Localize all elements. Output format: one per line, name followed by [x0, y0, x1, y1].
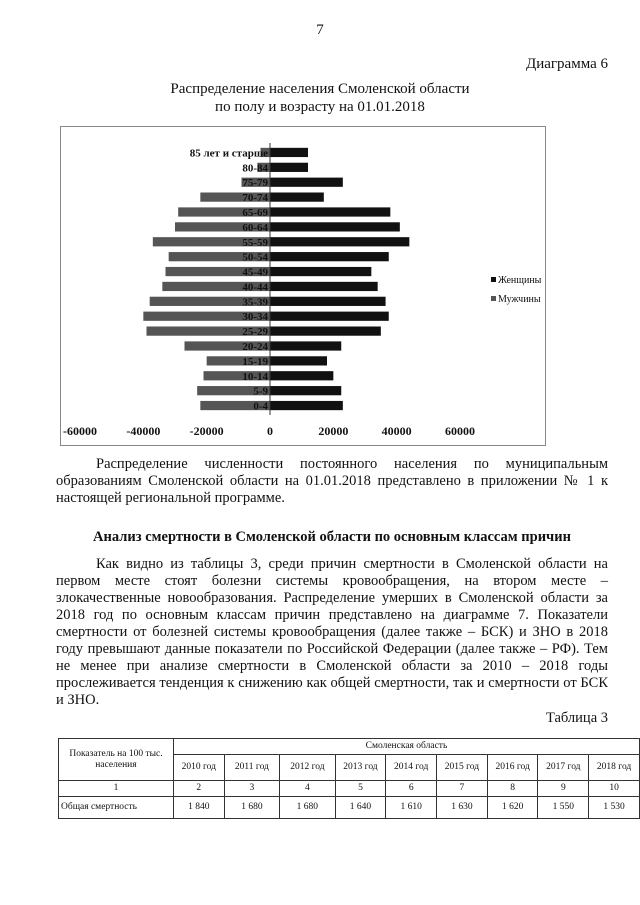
header-year-6: 2015 год — [437, 755, 488, 781]
paragraph-distribution: Распределение численности постоянного населения по муниципальным образованиям Смоленской области на 01.01.2018 представлено в приложении № 1 к настоящей региональной программе. — [56, 456, 608, 506]
row-label: Общая смертность — [59, 797, 174, 819]
legend-swatch-1 — [491, 277, 496, 282]
column-number-5: 5 — [335, 781, 386, 797]
cell-value-8: 1 550 — [538, 797, 589, 819]
category-label-3: 10-14 — [242, 370, 268, 383]
bar-women-17 — [270, 163, 308, 172]
legend-label-2: Мужчины — [498, 294, 541, 305]
bar-women-10 — [270, 267, 371, 276]
bar-women-7 — [270, 312, 389, 321]
bar-women-14 — [270, 207, 390, 216]
category-label-17: 80-84 — [242, 162, 268, 175]
category-label-18: 85 лет и старше — [189, 147, 268, 160]
cell-value-6: 1 630 — [437, 797, 488, 819]
header-year-7: 2016 год — [487, 755, 538, 781]
column-number-10: 10 — [589, 781, 640, 797]
x-tick-label-3: -20000 — [189, 424, 224, 438]
x-tick-label-1: -60000 — [63, 424, 97, 438]
column-number-6: 6 — [386, 781, 437, 797]
header-region: Смоленская область — [173, 739, 639, 755]
category-label-2: 5-9 — [253, 385, 268, 398]
bar-women-1 — [270, 401, 343, 410]
bar-women-9 — [270, 282, 378, 291]
paragraph-mortality: Как видно из таблицы 3, среди причин смертности в Смоленской области на первом месте стоят болезни системы кровообращения, на втором месте – злокачественные новообразования. Распределение умерших в Смоленской области за 2018 год по основным классам причин представлено на диаграмме 7. Показатели смертности от болезней системы кровообращения (далее также – БСК) и ЗНО в 2018 году превышают данные показатели по Российской Федерации (далее также – РФ). Тем не менее при анализе смертности в Смоленской области за 2010 – 2018 годы прослеживается тенденция к снижению как общей смертности, так и смертности от БСК и ЗНО. — [56, 556, 608, 708]
bar-women-4 — [270, 356, 327, 365]
bar-women-13 — [270, 222, 400, 231]
cell-value-3: 1 680 — [280, 797, 335, 819]
cell-value-2: 1 680 — [224, 797, 279, 819]
chart-title-line-2: по полу и возрасту на 01.01.2018 — [215, 99, 425, 115]
category-label-7: 30-34 — [242, 311, 268, 324]
header-year-5: 2014 год — [386, 755, 437, 781]
header-indicator: Показатель на 100 тыс. населения — [59, 739, 174, 781]
cell-value-4: 1 640 — [335, 797, 386, 819]
bar-women-15 — [270, 192, 324, 201]
population-pyramid-chart — [60, 126, 546, 446]
category-label-16: 75-79 — [242, 177, 268, 190]
chart-title — [0, 80, 640, 116]
cell-value-9: 1 530 — [589, 797, 640, 819]
category-label-4: 15-19 — [242, 355, 268, 368]
numbering-row — [59, 781, 640, 797]
column-number-1: 1 — [59, 781, 174, 797]
bar-women-2 — [270, 386, 341, 395]
diagram-label: Диаграмма 6 — [525, 56, 608, 72]
category-label-10: 45-49 — [242, 266, 268, 279]
bar-women-16 — [270, 178, 343, 187]
category-label-12: 55-59 — [242, 236, 268, 249]
category-label-9: 40-44 — [242, 281, 268, 294]
header-year-1: 2010 год — [173, 755, 224, 781]
bar-women-5 — [270, 341, 341, 350]
column-number-8: 8 — [487, 781, 538, 797]
bar-women-12 — [270, 237, 409, 246]
column-number-4: 4 — [280, 781, 335, 797]
category-label-15: 70-74 — [242, 192, 268, 205]
legend-label-1: Женщины — [498, 275, 542, 286]
cell-value-1: 1 840 — [173, 797, 224, 819]
category-label-1: 0-4 — [253, 400, 268, 413]
header-year-9: 2018 год — [589, 755, 640, 781]
section-heading: Анализ смертности в Смоленской области по основным классам причин — [93, 529, 571, 545]
x-tick-label-2: -40000 — [126, 424, 161, 438]
mortality-table — [58, 738, 640, 819]
bar-women-11 — [270, 252, 389, 261]
table-label: Таблица 3 — [545, 710, 608, 726]
table-row — [59, 797, 640, 819]
category-label-8: 35-39 — [242, 296, 268, 309]
column-number-2: 2 — [173, 781, 224, 797]
category-label-14: 65-69 — [242, 207, 268, 219]
legend-swatch-2 — [491, 296, 496, 301]
category-label-13: 60-64 — [242, 221, 268, 234]
column-number-3: 3 — [224, 781, 279, 797]
header-year-8: 2017 год — [538, 755, 589, 781]
header-year-2: 2011 год — [224, 755, 279, 781]
column-number-9: 9 — [538, 781, 589, 797]
category-label-5: 20-24 — [242, 341, 268, 353]
category-label-11: 50-54 — [242, 251, 268, 264]
x-tick-label-5: 20000 — [318, 424, 349, 438]
bar-women-18 — [270, 148, 308, 157]
page-number: 7 — [316, 22, 324, 38]
chart-title-line-1: Распределение населения Смоленской области — [170, 81, 470, 97]
category-label-6: 25-29 — [242, 326, 268, 339]
x-tick-label-4: 0 — [267, 424, 273, 438]
x-tick-label-6: 40000 — [381, 424, 412, 438]
header-year-3: 2012 год — [280, 755, 335, 781]
header-year-4: 2013 год — [335, 755, 386, 781]
cell-value-5: 1 610 — [386, 797, 437, 819]
column-number-7: 7 — [437, 781, 488, 797]
bar-women-8 — [270, 297, 386, 306]
bar-women-6 — [270, 326, 381, 335]
cell-value-7: 1 620 — [487, 797, 538, 819]
bar-women-3 — [270, 371, 333, 380]
x-tick-label-7: 60000 — [445, 424, 475, 438]
